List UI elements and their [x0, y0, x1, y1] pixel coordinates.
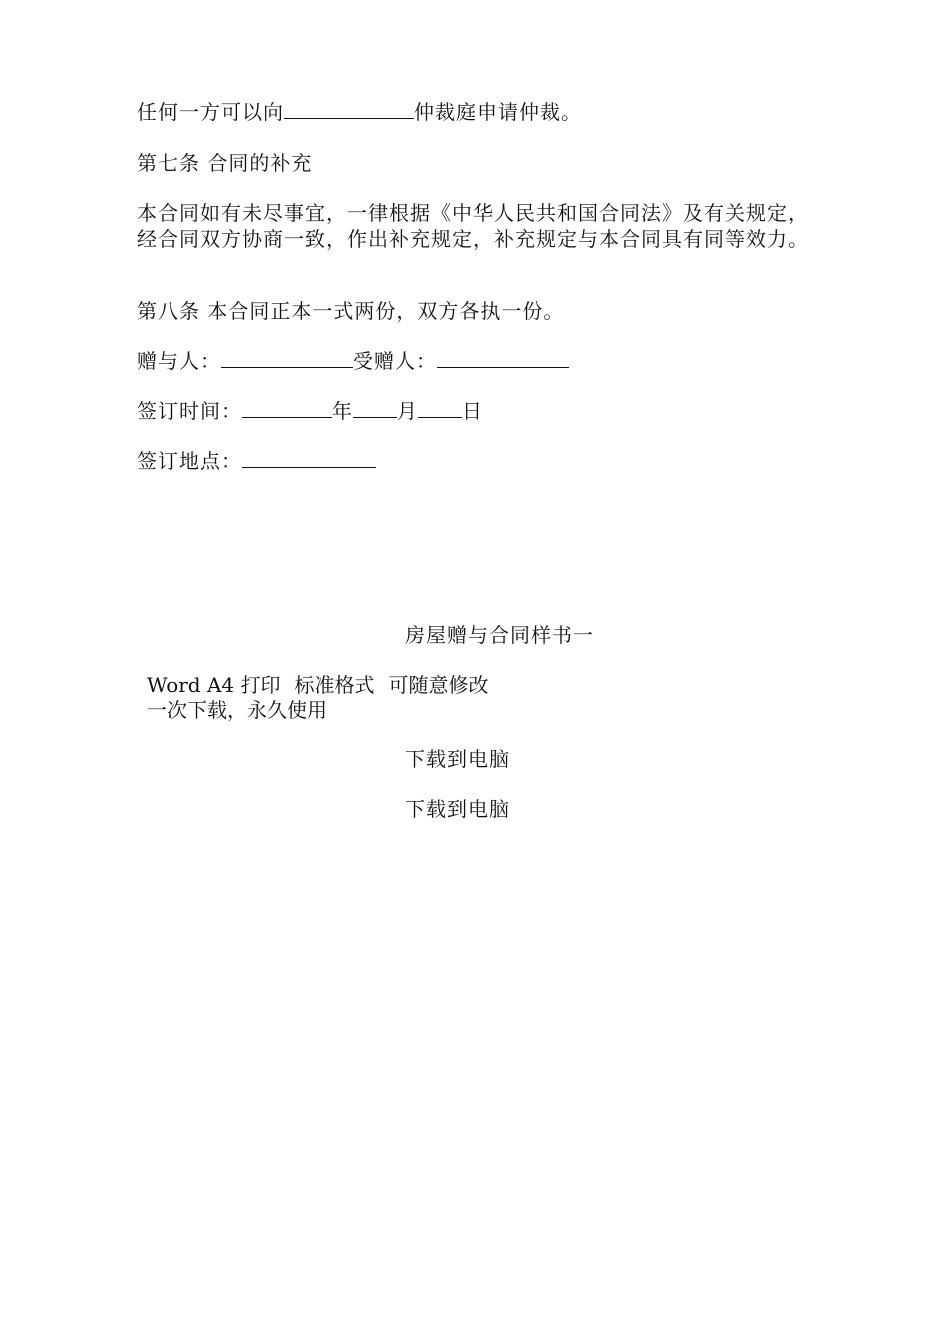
arbitration-text-pre: 任何一方可以向 [137, 100, 284, 124]
month-blank [353, 399, 397, 418]
feature-word-a4: Word A4 打印 [147, 673, 281, 697]
arbitration-blank [284, 100, 414, 119]
sign-place-blank [242, 449, 376, 468]
article8: 第八条 本合同正本一式两份，双方各执一份。 [137, 299, 565, 323]
day-blank [418, 399, 462, 418]
feature-editable: 可随意修改 [388, 673, 489, 697]
promo-title: 房屋赠与合同样书一 [405, 623, 594, 647]
donor-blank [221, 349, 353, 368]
feature-standard-format: 标准格式 [294, 673, 375, 697]
sign-place-line [137, 448, 376, 474]
arbitration-text-post: 仲裁庭申请仲裁。 [414, 100, 582, 124]
donee-label: 受赠人： [353, 349, 437, 373]
year-label: 年 [332, 399, 353, 423]
month-label: 月 [397, 399, 418, 423]
article7-body: 本合同如有未尽事宜，一律根据《中华人民共和国合同法》及有关规定，经合同双方协商一致，作出补充规定，补充规定与本合同具有同等效力。 [137, 201, 809, 251]
sign-place-label: 签订地点： [137, 449, 242, 473]
year-blank [242, 399, 332, 418]
sign-time-label: 签订时间： [137, 399, 242, 423]
day-label: 日 [462, 399, 483, 423]
donor-label: 赠与人： [137, 349, 221, 373]
donee-blank [437, 349, 569, 368]
promo-features [147, 673, 489, 697]
download-link-1[interactable]: 下载到电脑 [405, 747, 510, 771]
article7-title: 第七条 合同的补充 [137, 151, 313, 175]
feature-permanent: 一次下载，永久使用 [147, 698, 327, 722]
signatory-line [137, 348, 569, 374]
sign-time-line [137, 398, 483, 424]
download-link-2[interactable]: 下载到电脑 [405, 797, 510, 821]
arbitration-line [137, 99, 582, 125]
